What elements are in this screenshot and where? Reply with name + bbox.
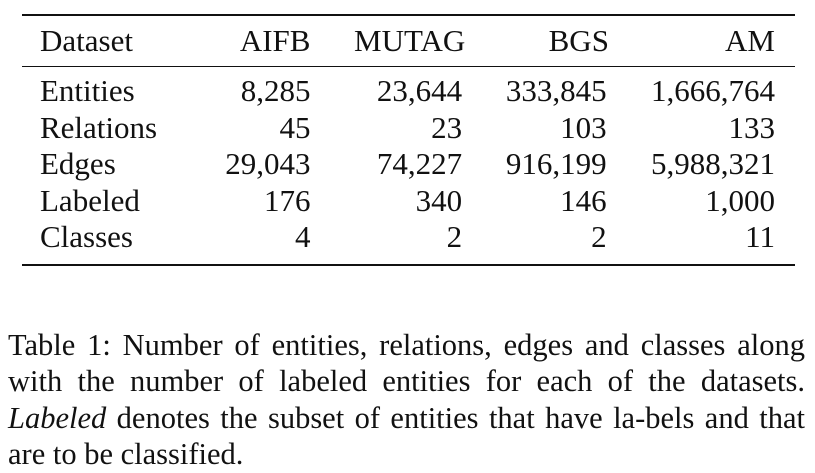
row-label: Relations xyxy=(40,109,158,145)
cell-bgs: 916,199 xyxy=(505,146,607,181)
dataset-statistics-table xyxy=(22,16,795,66)
cell-aifb: 176 xyxy=(263,182,311,218)
table-row-entities xyxy=(22,73,795,110)
cell-mutag: 74,227 xyxy=(376,146,463,181)
cell-am: 11 xyxy=(745,219,775,254)
cell-bgs: 333,845 xyxy=(505,73,607,108)
cell-bgs: 2 xyxy=(591,219,607,254)
cell-aifb: 4 xyxy=(294,219,311,254)
table-row-classes xyxy=(22,219,795,256)
cell-mutag: 23,644 xyxy=(376,73,463,108)
row-label: Entities xyxy=(40,73,135,108)
table-row-labeled xyxy=(22,183,795,220)
cell-am: 133 xyxy=(728,109,775,145)
cell-mutag: 2 xyxy=(446,219,463,254)
cell-am: 5,988,321 xyxy=(651,146,775,181)
table-header-row xyxy=(22,16,795,66)
table-row-relations xyxy=(22,110,795,147)
table-row-edges xyxy=(22,146,795,183)
column-header-am: AM xyxy=(725,23,775,58)
caption-emphasis: Labeled xyxy=(8,400,107,435)
cell-aifb: 29,043 xyxy=(225,146,311,181)
data-table-container xyxy=(22,14,795,266)
cell-bgs: 146 xyxy=(560,182,607,218)
caption-text-part2: denotes the subset of entities that have la-bels and that are to be classified. xyxy=(8,400,805,471)
cell-aifb: 8,285 xyxy=(240,73,311,108)
dataset-statistics-body xyxy=(22,67,795,264)
row-label: Edges xyxy=(40,146,116,181)
table-caption xyxy=(8,327,805,473)
row-label: Labeled xyxy=(40,182,140,218)
table-bottom-rule xyxy=(22,264,795,266)
cell-mutag: 23 xyxy=(431,109,463,145)
cell-mutag: 340 xyxy=(415,182,463,218)
cell-am: 1,000 xyxy=(705,182,775,218)
caption-text-part1: Number of entities, relations, edges and classes along with the number of labeled entities for each of the datasets. xyxy=(8,327,805,398)
column-header-aifb: AIFB xyxy=(239,23,311,58)
row-label: Classes xyxy=(40,219,133,254)
cell-aifb: 45 xyxy=(279,109,311,145)
column-header-mutag: MUTAG xyxy=(354,23,466,58)
caption-label: Table 1: xyxy=(8,327,111,362)
column-header-dataset: Dataset xyxy=(40,23,133,58)
cell-bgs: 103 xyxy=(560,109,607,145)
cell-am: 1,666,764 xyxy=(651,73,775,108)
column-header-bgs: BGS xyxy=(548,23,609,58)
